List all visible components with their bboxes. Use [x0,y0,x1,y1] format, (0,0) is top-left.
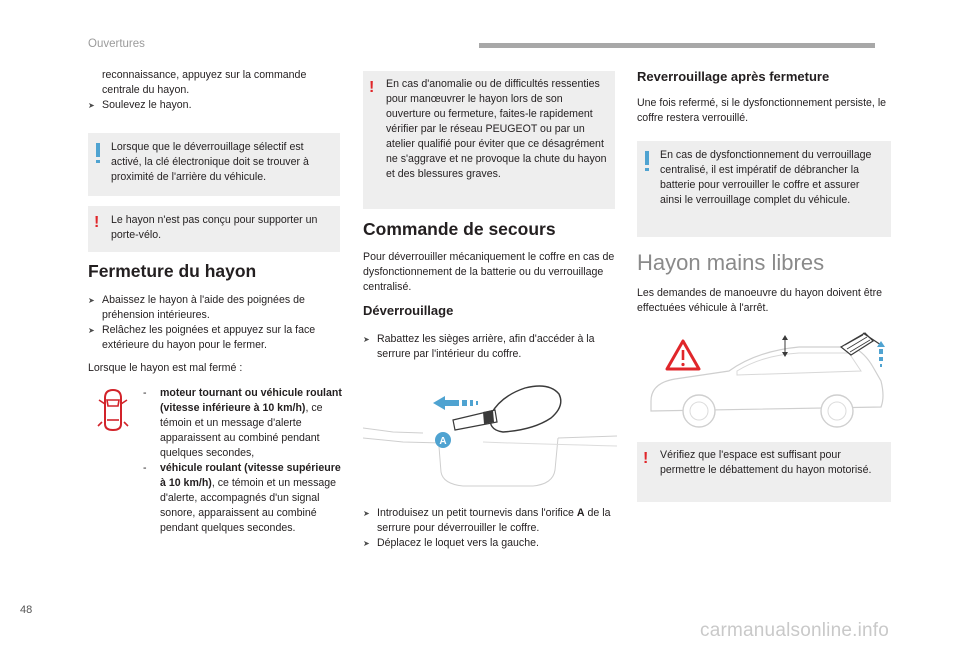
watermark: carmanualsonline.info [700,620,890,641]
heading-reverrouillage: Reverrouillage après fermeture [637,69,830,84]
bullet-arrow-icon: ➤ [88,326,95,335]
header-bar [479,43,875,48]
bullet-arrow-icon: ➤ [363,509,370,518]
page-number: 48 [20,604,33,616]
bullet-arrow-icon: ➤ [363,335,370,344]
bullet-arrow-icon: ➤ [363,539,370,548]
bullet-insert-screwdriver: ➤ Introduisez un petit tournevis dans l'orifice A de la serrure pour déverrouiller le coffre. [363,507,611,534]
secours-para: Pour déverrouiller mécaniquement le coffre en cas de dysfonctionnement de la batterie ou du verrouillage centralisé. [363,251,615,293]
col1-closing-steps [88,293,340,376]
lead-text: Lorsque le hayon est mal fermé : [88,362,243,374]
heading-hayon-mains-libres: Hayon mains libres [637,250,825,275]
bullet-arrow-icon: ➤ [88,101,95,110]
col1-intro [88,68,340,113]
lock-release-diagram [363,372,617,500]
bullet-arrow-icon: ➤ [88,296,95,305]
heading-commande-secours: Commande de secours [363,219,556,239]
bullet-lift: ➤ Soulevez le hayon. [88,99,192,111]
bullet-release: ➤ Relâchez les poignées et appuyez sur la face extérieure du hayon pour le fermer. [88,324,316,351]
bullet-lower: ➤ Abaissez le hayon à l'aide des poignées de préhension intérieures. [88,294,305,321]
intro-text: reconnaissance, appuyez sur la commande centrale du hayon. [102,69,307,96]
warning-box-anomaly [363,71,615,209]
warning-exclamation-icon: ! [643,450,649,467]
warning-text: En cas d'anomalie ou de difficultés ressenties pour manœuvrer le hayon lors de son ouverture ou fermeture, faites-le rapidement vérifier par le réseau PEUGEOT ou par un atelier qualifié pour éviter que ce désagrément ne s'aggrave et ne provoque la chute du hayon et des blessures graves. [386,78,607,180]
reverrouillage-para: Une fois refermé, si le dysfonctionnement persiste, le coffre restera verrouillé. [637,97,887,124]
warning-box-clearance [637,442,891,502]
info-box-selective-unlock [88,133,340,196]
info-box-central-locking [637,141,891,237]
condition-fast: - véhicule roulant (vitesse supérieure à 10 km/h), ce témoin et un message d'alerte, accompagnés d'un signal sonore, apparaissent au combiné pendant quelques secondes. [143,462,341,534]
bullet-move-latch: ➤ Déplacez le loquet vers la gauche. [363,537,539,549]
warning-exclamation-icon: ! [369,79,375,96]
warning-exclamation-icon: ! [94,214,100,231]
hayon-mains-libres-para: Les demandes de manoeuvre du hayon doivent être effectuées véhicule à l'arrêt. [637,287,883,314]
info-icon [96,143,100,157]
info-icon [645,151,649,165]
col2-bullets [363,506,621,551]
label-A: A [439,436,447,447]
subheading-deverrouillage: Déverrouillage [363,303,454,318]
heading-fermeture: Fermeture du hayon [88,261,257,281]
car-tailgate-warning-icon [96,386,130,436]
condition-slow: - moteur tournant ou véhicule roulant (vitesse inférieure à 10 km/h), ce témoin et un message d'alerte apparaissent au combiné pendant quelques secondes, [143,387,342,459]
warning-text: Vérifiez que l'espace est suffisant pour permettre le débattement du hayon motorisé. [660,449,872,476]
info-text: En cas de dysfonctionnement du verrouillage centralisé, il est impératif de débrancher la batterie pour verrouiller le coffre et assurer ainsi le verrouillage complet du véhicule. [660,149,872,206]
col2-bullet1: ➤ Rabattez les sièges arrière, afin d'accéder à la serrure par l'intérieur du coffre. [363,333,595,360]
warning-text: Le hayon n'est pas conçu pour supporter un porte-vélo. [111,214,318,241]
car-tailgate-clearance-diagram [637,327,891,435]
info-text: Lorsque que le déverrouillage sélectif est activé, la clé électronique doit se trouver à proximité de l'arrière du véhicule. [111,141,309,183]
warning-box-bike-rack [88,206,340,252]
section-title: Ouvertures [88,38,145,50]
col1-conditions [143,386,343,536]
